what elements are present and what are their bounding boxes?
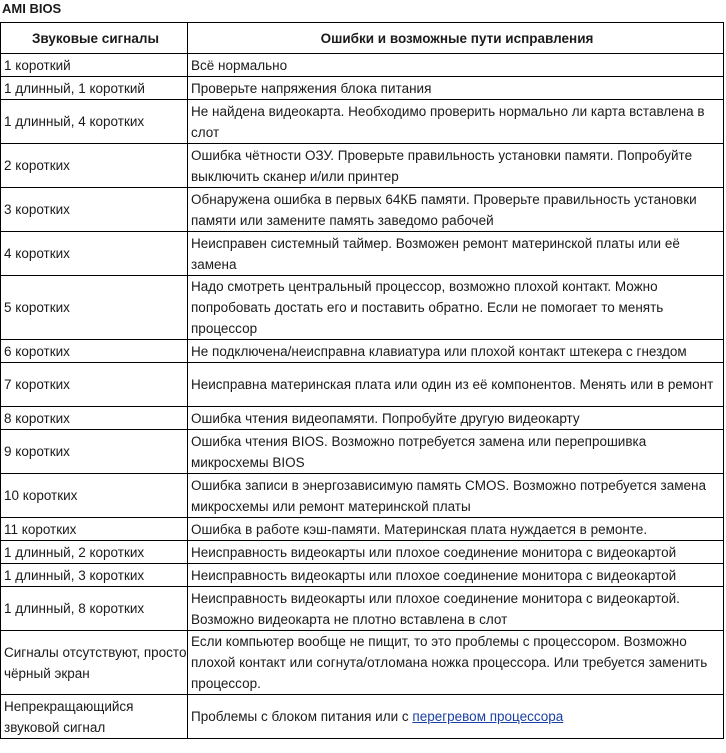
- table-row: [1, 77, 724, 100]
- table-row: [1, 340, 724, 363]
- description-cell: Ошибка чтения BIOS. Возможно потребуется замена или перепрошивка микросхемы BIOS: [188, 430, 724, 474]
- description-cell: Не подключена/неисправна клавиатура или плохой контакт штекера с гнездом: [188, 340, 724, 363]
- table-row: [1, 232, 724, 276]
- table-row: [1, 518, 724, 541]
- signal-cell: Непрекращающийся звуковой сигнал: [1, 695, 188, 739]
- description-cell: Всё нормально: [188, 54, 724, 77]
- table-row: [1, 474, 724, 518]
- signal-cell: 5 коротких: [1, 276, 188, 340]
- table-row: [1, 144, 724, 188]
- header-errors: Ошибки и возможные пути исправления: [188, 23, 724, 54]
- description-cell: Ошибка в работе кэш-памяти. Материнская плата нуждается в ремонте.: [188, 518, 724, 541]
- signal-cell: 6 коротких: [1, 340, 188, 363]
- table-row: [1, 407, 724, 430]
- description-cell: Ошибка записи в энергозависимую память CMOS. Возможно потребуется замена микросхемы или ремонт материнской платы: [188, 474, 724, 518]
- description-cell: Неисправность видеокарты или плохое соединение монитора с видеокартой: [188, 564, 724, 587]
- description-cell: Если компьютер вообще не пищит, то это проблемы с процессором. Возможно плохой контакт или согнута/отломана ножка процессора. Или требуется заменить процессор.: [188, 631, 724, 695]
- table-row: [1, 54, 724, 77]
- description-cell: Неисправна материнская плата или один из её компонентов. Менять или в ремонт: [188, 363, 724, 407]
- signal-cell: 10 коротких: [1, 474, 188, 518]
- signal-cell: 1 длинный, 4 коротких: [1, 100, 188, 144]
- description-cell: Не найдена видеокарта. Необходимо проверить нормально ли карта вставлена в слот: [188, 100, 724, 144]
- description-cell: Неисправность видеокарты или плохое соединение монитора с видеокартой: [188, 541, 724, 564]
- table-row: [1, 541, 724, 564]
- signal-cell: Сигналы отсутствуют, просто чёрный экран: [1, 631, 188, 695]
- table-row: [1, 276, 724, 340]
- table-row: [1, 587, 724, 631]
- signal-cell: 1 длинный, 3 коротких: [1, 564, 188, 587]
- signal-cell: 8 коротких: [1, 407, 188, 430]
- table-row: [1, 695, 724, 739]
- signal-cell: 4 коротких: [1, 232, 188, 276]
- table-row: [1, 188, 724, 232]
- description-cell: Обнаружена ошибка в первых 64КБ памяти. Проверьте правильность установки памяти или замените память заведомо рабочей: [188, 188, 724, 232]
- signal-cell: 1 длинный, 1 короткий: [1, 77, 188, 100]
- signal-cell: 9 коротких: [1, 430, 188, 474]
- signal-cell: 2 коротких: [1, 144, 188, 188]
- signal-cell: 3 коротких: [1, 188, 188, 232]
- table-row: [1, 363, 724, 407]
- description-cell: Неисправность видеокарты или плохое соединение монитора с видеокартой. Возможно видеокарта не плотно вставлена в слот: [188, 587, 724, 631]
- signal-cell: 1 короткий: [1, 54, 188, 77]
- table-title: AMI BIOS: [2, 1, 62, 16]
- description-text: Проблемы с блоком питания или с: [191, 709, 413, 724]
- signal-cell: 7 коротких: [1, 363, 188, 407]
- description-cell: Проверьте напряжения блока питания: [188, 77, 724, 100]
- description-cell: Надо смотреть центральный процессор, возможно плохой контакт. Можно попробовать достать его и поставить обратно. Если не помогает то менять процессор: [188, 276, 724, 340]
- signal-cell: 1 длинный, 2 коротких: [1, 541, 188, 564]
- description-cell: [188, 695, 724, 739]
- cpu-overheat-link[interactable]: перегревом процессора: [412, 709, 564, 724]
- signal-cell: 11 коротких: [1, 518, 188, 541]
- description-cell: Неисправен системный таймер. Возможен ремонт материнской платы или её замена: [188, 232, 724, 276]
- description-cell: Ошибка чтения видеопамяти. Попробуйте другую видеокарту: [188, 407, 724, 430]
- table-row: [1, 564, 724, 587]
- beep-codes-table: [0, 22, 724, 739]
- header-signals: Звуковые сигналы: [1, 23, 188, 54]
- table-row: [1, 430, 724, 474]
- table-row: [1, 100, 724, 144]
- signal-cell: 1 длинный, 8 коротких: [1, 587, 188, 631]
- table-header-row: [1, 23, 724, 54]
- description-cell: Ошибка чётности ОЗУ. Проверьте правильность установки памяти. Попробуйте выключить сканер и/или принтер: [188, 144, 724, 188]
- table-row: [1, 631, 724, 695]
